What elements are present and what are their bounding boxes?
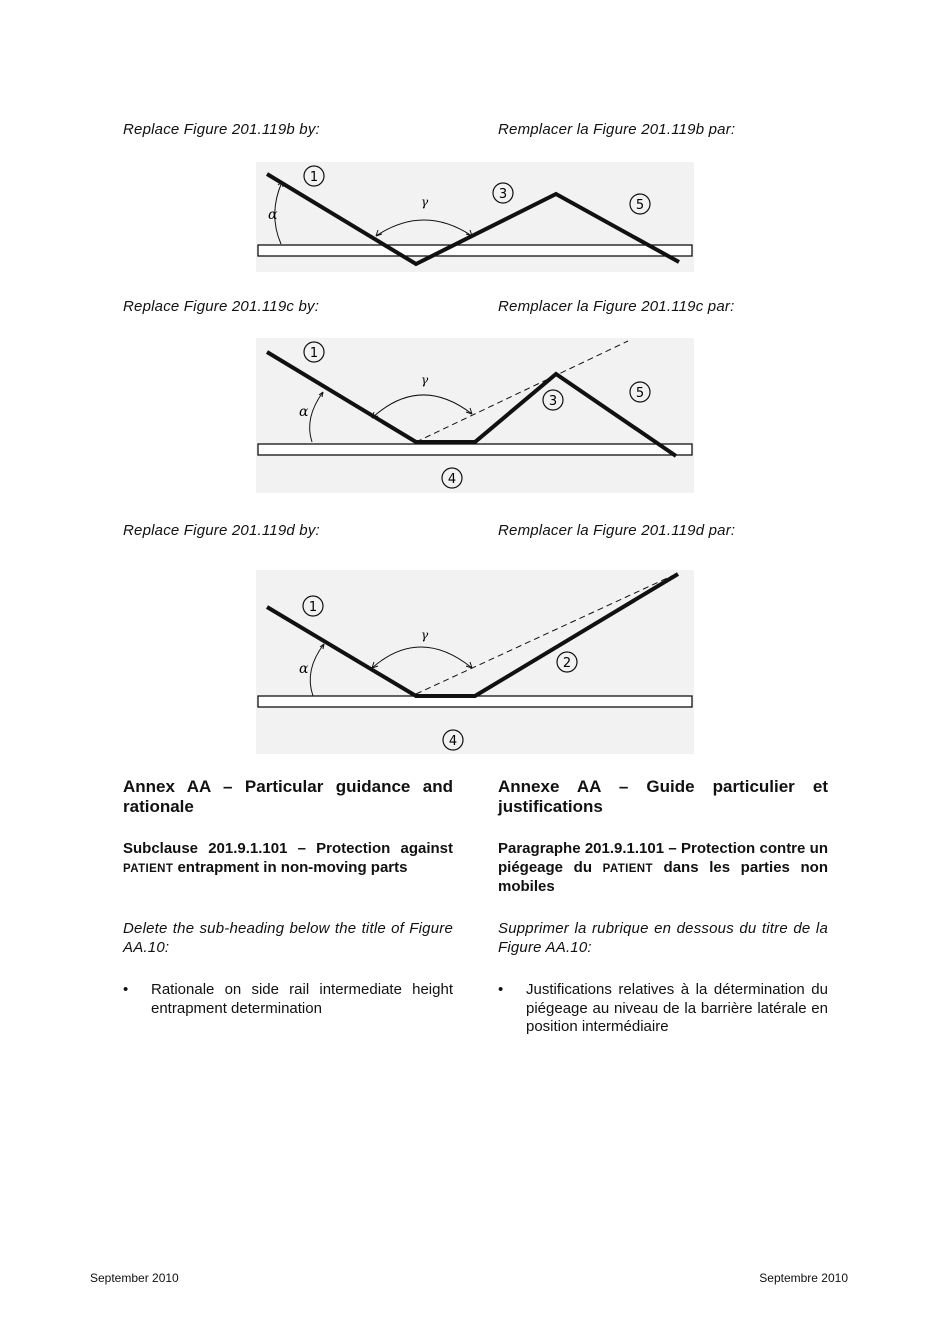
- figure-c-gamma-label: γ: [421, 373, 429, 387]
- figure-c-caption-en: Replace Figure 201.119c by:: [123, 298, 320, 315]
- bullet-item-en: [123, 981, 453, 1018]
- patient-small-caps: PATIENT: [602, 862, 653, 875]
- bullet-symbol: •: [123, 981, 129, 998]
- figure-c-callout-1: 1: [309, 346, 319, 361]
- bullet-text-en: Rationale on side rail intermediate height entrapment determination: [151, 981, 453, 1017]
- figure-b-caption-fr: Remplacer la Figure 201.119b par:: [498, 121, 736, 138]
- figure-b-diagram: [256, 162, 694, 272]
- bullet-item-fr: [498, 981, 828, 1037]
- figure-b-callout-1: 1: [309, 170, 319, 185]
- figure-d-alpha-label: α: [299, 661, 309, 677]
- figure-c-diagram: [256, 338, 694, 493]
- figure-d-gamma-label: γ: [421, 628, 429, 642]
- figure-b-callout-5: 5: [635, 198, 645, 213]
- bullet-text-fr: Justifications relatives à la détermination du piégeage au niveau de la barrière latérale en position intermédiaire: [526, 981, 828, 1035]
- bullet-symbol: •: [498, 981, 504, 998]
- annex-title-en: Annex AA – Particular guidance and rationale: [123, 777, 453, 816]
- figure-d-callout-2: 2: [562, 656, 572, 671]
- figure-d-caption-fr: Remplacer la Figure 201.119d par:: [498, 522, 736, 539]
- figure-b-base-plate: [258, 245, 692, 256]
- figure-c-callout-3: 3: [548, 394, 558, 409]
- footer-date-en: September 2010: [90, 1271, 179, 1285]
- annex-title-fr: Annexe AA – Guide particulier et justifications: [498, 777, 828, 816]
- instruction-fr: Supprimer la rubrique en dessous du titre de la Figure AA.10:: [498, 920, 828, 956]
- figure-c-callout-4: 4: [447, 472, 457, 487]
- figure-d-background: [256, 570, 694, 754]
- figure-b-caption-en: Replace Figure 201.119b by:: [123, 121, 320, 138]
- figure-c-alpha-label: α: [299, 404, 309, 420]
- figure-b-callout-3: 3: [498, 187, 508, 202]
- instruction-en: Delete the sub-heading below the title of Figure AA.10:: [123, 920, 453, 956]
- subclause-heading-fr: Paragraphe 201.9.1.101 – Protection contre un piégeage du PATIENT dans les parties non mobiles: [498, 840, 828, 895]
- figure-c-callout-5: 5: [635, 386, 645, 401]
- figure-d-callout-1: 1: [308, 600, 318, 615]
- figure-d-diagram: [256, 570, 694, 754]
- footer-date-fr: Septembre 2010: [759, 1271, 848, 1285]
- subclause-heading-en: Subclause 201.9.1.101 – Protection against PATIENT entrapment in non-moving parts: [123, 840, 453, 876]
- patient-small-caps: PATIENT: [123, 862, 174, 875]
- figure-d-caption-en: Replace Figure 201.119d by:: [123, 522, 320, 539]
- figure-b-alpha-label: α: [268, 207, 278, 223]
- figure-b-gamma-label: γ: [421, 195, 429, 209]
- figure-c-caption-fr: Remplacer la Figure 201.119c par:: [498, 298, 735, 315]
- figure-c-background: [256, 338, 694, 493]
- figure-d-callout-4: 4: [448, 734, 458, 749]
- figure-c-base-plate: [258, 444, 692, 455]
